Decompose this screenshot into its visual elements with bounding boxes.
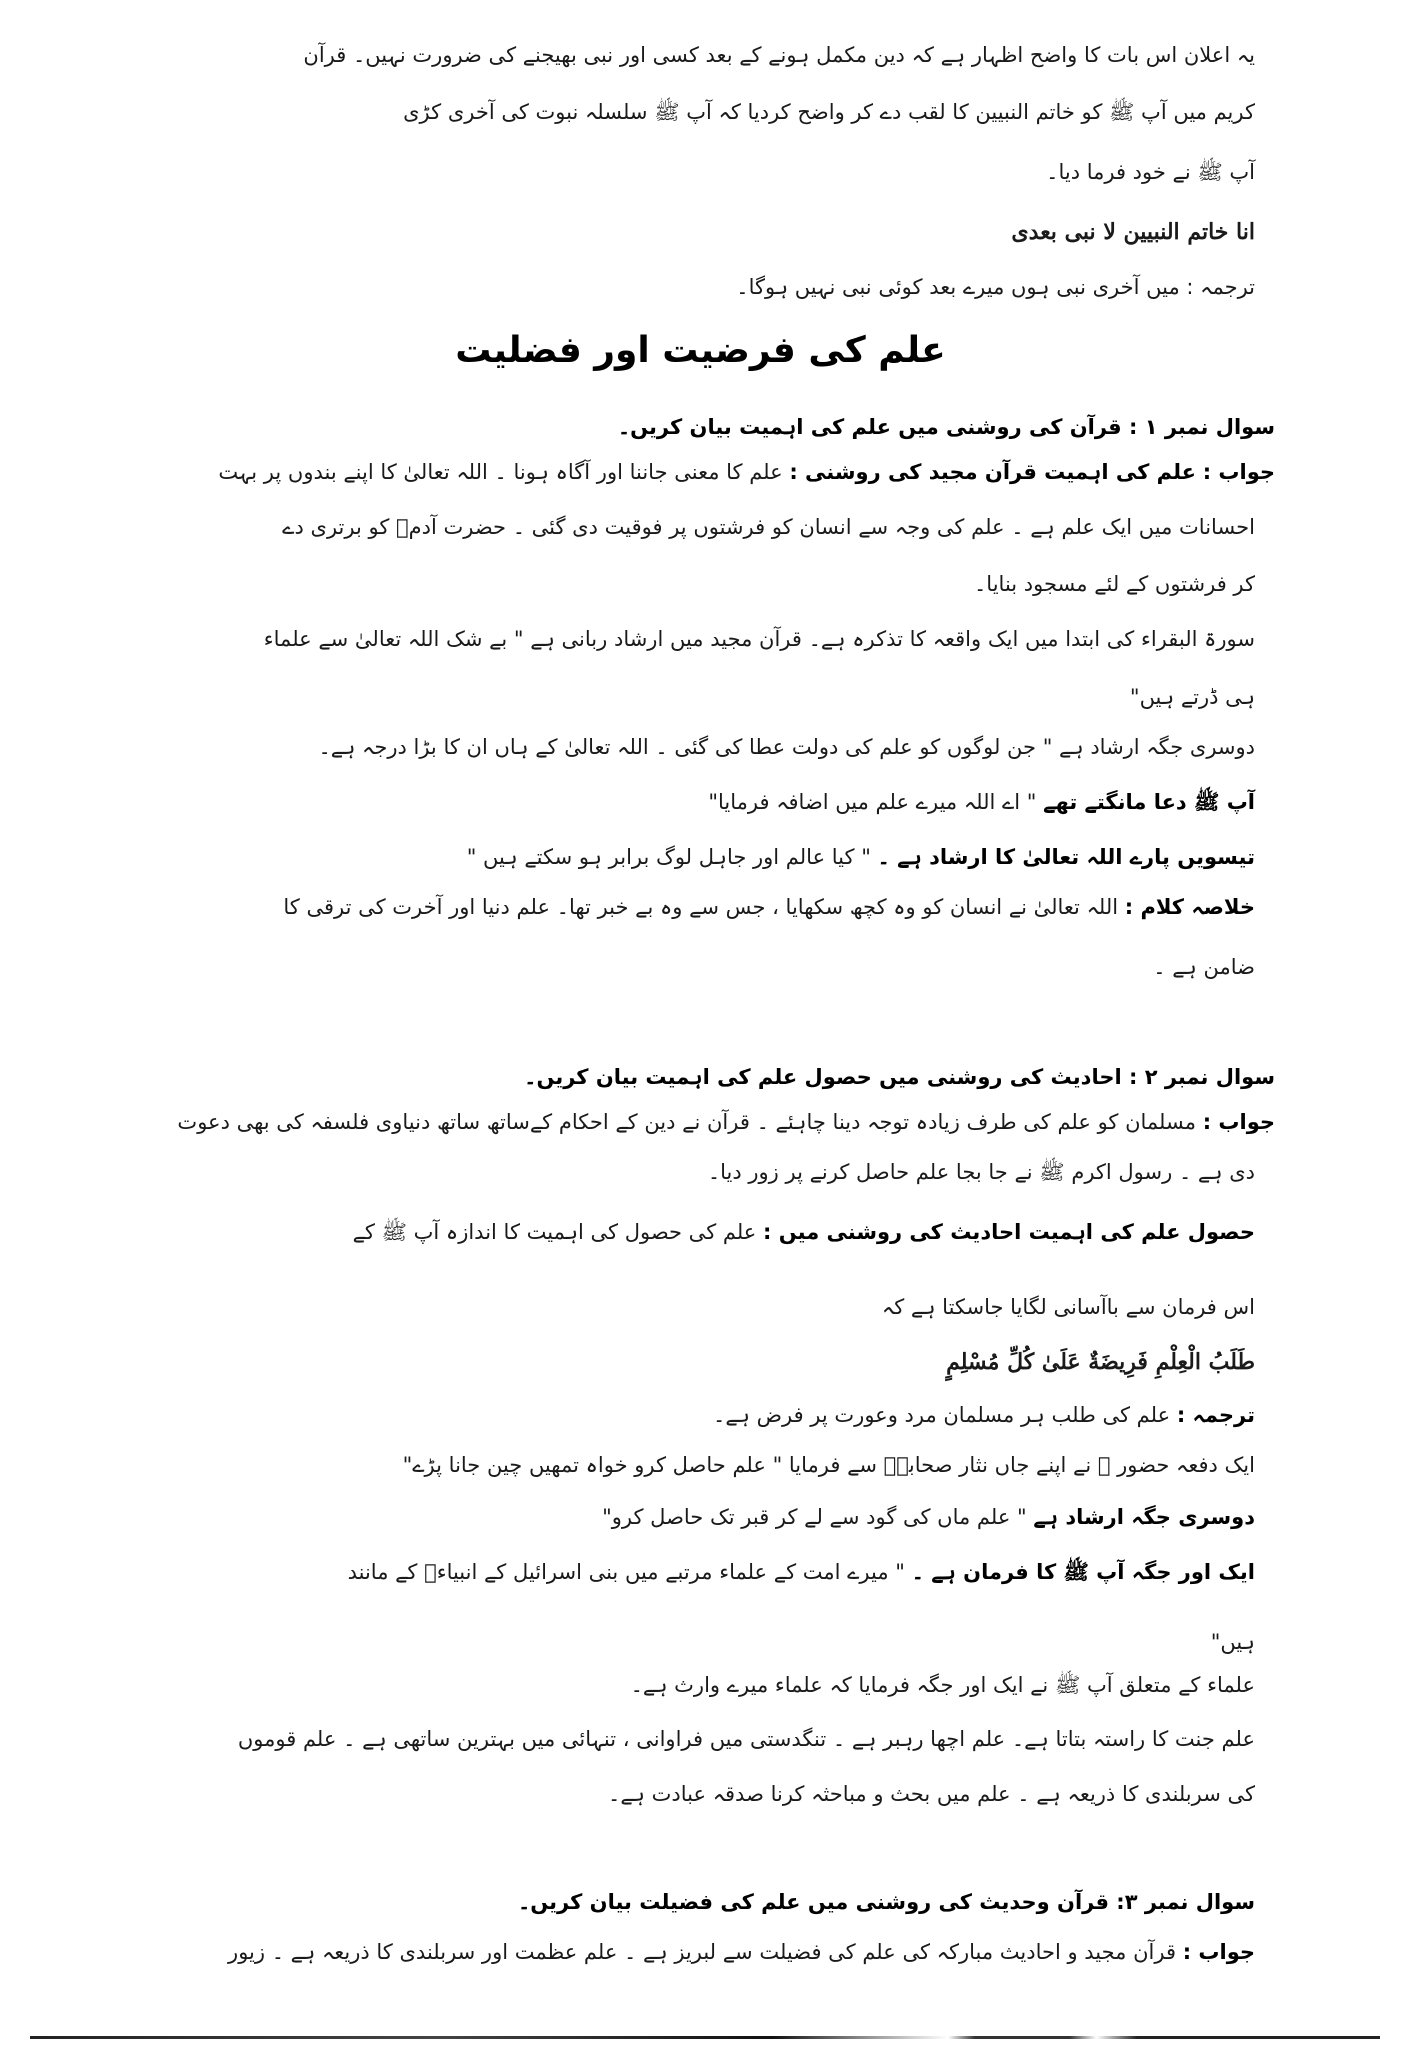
q2-answer-line-13: کی سربلندی کا ذریعہ ہے ۔ علم میں بحث و مباحثہ کرنا صدقہ عبادت ہے۔ <box>608 1782 1255 1806</box>
q1-dua-label: آپ ﷺ دعا مانگتے تھے <box>1043 790 1255 814</box>
q2-question-text: احادیث کی روشنی میں حصول علم کی اہمیت بیان کریں۔ <box>524 1065 1122 1089</box>
q2-answer-line-10: ہیں" <box>1210 1630 1255 1654</box>
q2-answer-line-12: علم جنت کا راستہ بتاتا ہے۔ علم اچھا رہبر ہے ۔ تنگدستی میں فراوانی ، تنہائی میں بہترین ساتھی ہے ۔ علم قوموں <box>237 1727 1255 1751</box>
q3-question-text: قرآن وحدیث کی روشنی میں علم کی فضیلت بیان کریں۔ <box>517 1890 1109 1914</box>
q1-answer-line-2: احسانات میں ایک علم ہے ۔ علم کی وجہ سے انسان کو فرشتوں پر فوقیت دی گئی ۔ حضرت آدمؑ کو برتری دے <box>282 515 1255 539</box>
q1-answer-label: جواب : <box>1202 460 1275 484</box>
q1-summary <box>283 890 1255 924</box>
q2-answer-line-9 <box>348 1555 1255 1589</box>
q1-irshad-label: تیسویں پارے اللہ تعالیٰ کا ارشاد ہے ۔ <box>877 845 1255 869</box>
intro-line-3: آپ ﷺ نے خود فرما دیا۔ <box>1046 160 1255 184</box>
q2-farman-text: " میرے امت کے علماء مرتبے میں بنی اسرائیل کے انبیاءؑ کے مانند <box>347 1560 905 1584</box>
q1-question <box>618 410 1275 444</box>
q1-question-label: سوال نمبر ۱ : <box>1128 415 1275 439</box>
q2-question <box>524 1060 1275 1094</box>
q1-answer-line-6: دوسری جگہ ارشاد ہے " جن لوگوں کو علم کی دولت عطا کی گئی ۔ اللہ تعالیٰ کے ہاں ان کا بڑا درجہ ہے۔ <box>318 735 1255 759</box>
q2-heading-text: علم کی حصول کی اہمیت کا اندازہ آپ ﷺ کے <box>352 1220 757 1244</box>
q1-summary-label: خلاصہ کلام : <box>1124 895 1255 919</box>
q2-answer-text: مسلمان کو علم کی طرف زیادہ توجہ دینا چاہئے ۔ قرآن نے دین کے احکام کےساتھ ساتھ دنیاوی فلسفہ کی بھی دعوت <box>177 1110 1196 1134</box>
q1-summary-text: اللہ تعالیٰ نے انسان کو وہ کچھ سکھایا ، جس سے وہ بے خبر تھا۔ علم دنیا اور آخرت کی ترقی کا <box>283 895 1119 919</box>
q2-heading-line <box>353 1215 1255 1249</box>
q3-question-label: سوال نمبر ۳: <box>1116 1890 1255 1914</box>
q2-translation-text: علم کی طلب ہر مسلمان مرد وعورت پر فرض ہے۔ <box>713 1403 1171 1427</box>
q3-answer-label: جواب : <box>1182 1940 1255 1964</box>
page-bottom-rule <box>30 2036 1380 2039</box>
intro-translation: ترجمہ : میں آخری نبی ہوں میرے بعد کوئی نبی نہیں ہوگا۔ <box>736 275 1255 299</box>
q1-summary-end: ضامن ہے ۔ <box>1153 955 1255 979</box>
q1-answer-line-8 <box>467 840 1255 874</box>
q1-answer-heading: علم کی اہمیت قرآن مجید کی روشنی : <box>789 460 1196 484</box>
hadith-khatam: انا خاتم النبیین لا نبی بعدی <box>1011 219 1255 245</box>
q2-irshad-label: دوسری جگہ ارشاد ہے <box>1033 1505 1255 1529</box>
q1-dua-text: " اے اللہ میرے علم میں اضافہ فرمایا" <box>708 790 1037 814</box>
q1-answer-line-4: سورۃ البقراء کی ابتدا میں ایک واقعہ کا تذکرہ ہے۔ قرآن مجید میں ارشاد ربانی ہے " بے شک اللہ تعالیٰ سے علماء <box>263 627 1255 651</box>
q2-answer-line-4: اس فرمان سے باآسانی لگایا جاسکتا ہے کہ <box>881 1295 1255 1319</box>
q2-farman-label: ایک اور جگہ آپ ﷺ کا فرمان ہے ۔ <box>911 1560 1255 1584</box>
q1-answer-line-1 <box>218 455 1275 489</box>
q2-answer-line-2: دی ہے ۔ رسول اکرم ﷺ نے جا بجا علم حاصل کرنے پر زور دیا۔ <box>707 1160 1255 1184</box>
q2-answer-label: جواب : <box>1202 1110 1275 1134</box>
q2-irshad-text: " علم ماں کی گود سے لے کر قبر تک حاصل کرو" <box>602 1505 1027 1529</box>
q3-answer-line-1 <box>228 1935 1255 1969</box>
q2-hadith: طَلَبُ الْعِلْمِ فَرِيضَةٌ عَلَىٰ كُلِّ مُسْلِمٍ <box>946 1349 1255 1375</box>
q2-answer-line-1 <box>177 1105 1275 1139</box>
q1-answer-text: علم کا معنی جاننا اور آگاہ ہونا ۔ اللہ تعالیٰ کا اپنے بندوں پر بہت <box>218 460 783 484</box>
q3-answer-text: قرآن مجید و احادیث مبارکہ کی علم کی فضیلت سے لبریز ہے ۔ علم عظمت اور سربلندی کا ذریعہ ہے ۔ زیور <box>228 1940 1176 1964</box>
q2-translation <box>713 1398 1255 1432</box>
q1-answer-line-5: ہی ڈرتے ہیں" <box>1129 685 1255 709</box>
q1-answer-line-7 <box>708 785 1255 819</box>
intro-line-1: یہ اعلان اس بات کا واضح اظہار ہے کہ دین مکمل ہونے کے بعد کسی اور نبی بھیجنے کی ضرورت نہیں۔ قرآن <box>303 43 1255 67</box>
q1-answer-line-3: کر فرشتوں کے لئے مسجود بنایا۔ <box>974 572 1255 596</box>
q1-irshad-text: " کیا عالم اور جاہل لوگ برابر ہو سکتے ہیں " <box>466 845 871 869</box>
q1-question-text: قرآن کی روشنی میں علم کی اہمیت بیان کریں۔ <box>617 415 1122 439</box>
q3-question <box>518 1885 1255 1919</box>
q2-translation-label: ترجمہ : <box>1176 1403 1255 1427</box>
q2-answer-line-11: علماء کے متعلق آپ ﷺ نے ایک اور جگہ فرمایا کہ علماء میرے وارث ہے۔ <box>630 1673 1255 1697</box>
q2-question-label: سوال نمبر ۲ : <box>1128 1065 1275 1089</box>
q2-answer-line-8 <box>602 1500 1255 1534</box>
intro-line-2: کریم میں آپ ﷺ کو خاتم النبیین کا لقب دے کر واضح کردیا کہ آپ ﷺ سلسلہ نبوت کی آخری کڑی <box>403 100 1255 124</box>
q2-answer-line-7: ایک دفعہ حضور ﷺ نے اپنے جاں نثار صحابہؓ سے فرمایا " علم حاصل کرو خواہ تمھیں چین جانا پڑے" <box>402 1453 1255 1477</box>
q2-heading: حصول علم کی اہمیت احادیث کی روشنی میں : <box>763 1220 1255 1244</box>
page-title: علم کی فرضیت اور فضلیت <box>455 330 946 371</box>
